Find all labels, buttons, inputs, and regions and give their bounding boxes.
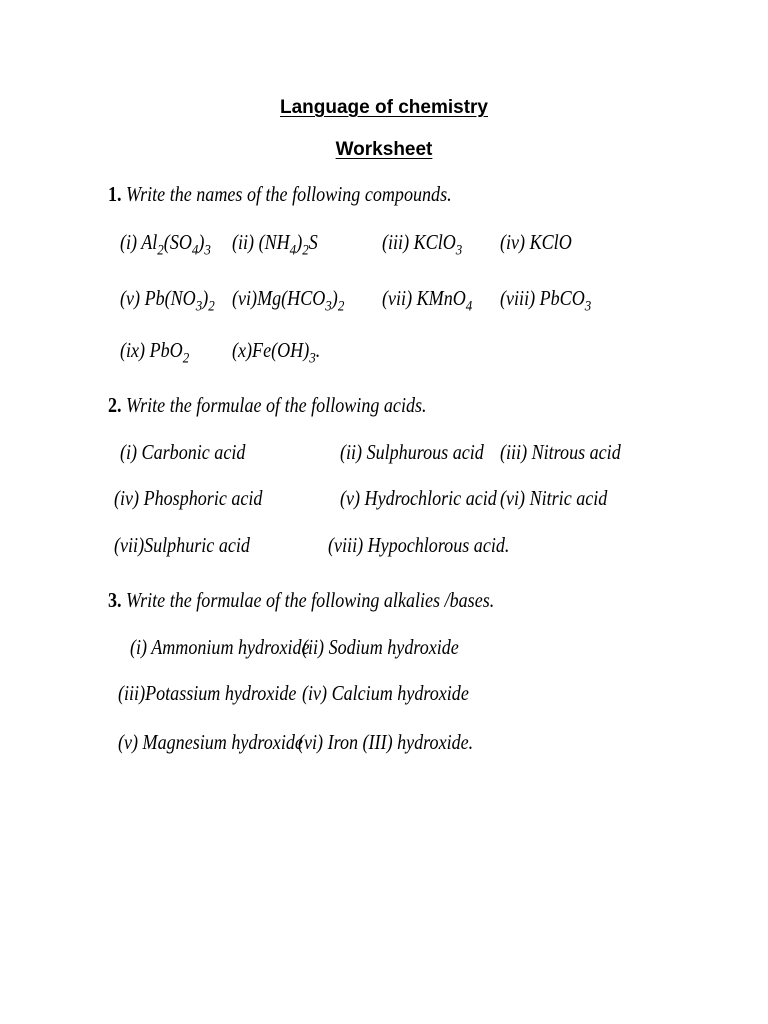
chemical-formula: PbO$_2$ bbox=[149, 338, 190, 367]
q3-item: (ii) Sodium hydroxide bbox=[302, 635, 459, 659]
question-number: 3. bbox=[108, 588, 122, 612]
q3-item: (v) Magnesium hydroxide bbox=[118, 730, 303, 754]
q2-item: (vii)Sulphuric acid bbox=[114, 533, 250, 557]
q2-item: (i) Carbonic acid bbox=[120, 440, 246, 464]
q2-item: (iv) Phosphoric acid bbox=[114, 486, 263, 510]
q1-item: (iv) KClO bbox=[500, 230, 572, 254]
question-3 bbox=[108, 588, 494, 613]
q1-item: $(vi)Mg(HCO_3)_2$ bbox=[232, 286, 345, 315]
page-title: Language of chemistry bbox=[280, 97, 488, 118]
q1-item: (iii) KClO$_3$ bbox=[382, 230, 463, 259]
chemical-formula: $(NH_4)_2S$ bbox=[258, 230, 318, 259]
page-subtitle: Worksheet bbox=[335, 139, 433, 160]
q2-item: (iii) Nitrous acid bbox=[500, 440, 621, 464]
q2-item: (viii) Hypochlorous acid. bbox=[328, 533, 510, 557]
q3-item: (vi) Iron (III) hydroxide. bbox=[298, 730, 474, 754]
question-prompt: Write the formulae of the following acids. bbox=[126, 393, 427, 417]
q1-item: (vii) KMnO$_4$ bbox=[382, 286, 473, 315]
q1-item: (viii) PbCO$_3$ bbox=[500, 286, 592, 315]
q2-item: (vi) Nitric acid bbox=[500, 486, 608, 510]
question-1 bbox=[108, 182, 452, 207]
chemical-formula: KClO$_3$ bbox=[413, 230, 463, 259]
question-2 bbox=[108, 393, 427, 418]
question-number: 2. bbox=[108, 393, 122, 417]
q1-item: (ii) $(NH_4)_2S$ bbox=[232, 230, 318, 259]
q2-item: (v) Hydrochloric acid bbox=[340, 486, 497, 510]
chemical-formula: $Mg(HCO_3)_2$ bbox=[257, 286, 345, 315]
q3-item: (iv) Calcium hydroxide bbox=[302, 681, 469, 705]
question-number: 1. bbox=[108, 182, 122, 206]
chemical-formula: KClO bbox=[529, 230, 572, 254]
question-prompt: Write the names of the following compounds. bbox=[126, 182, 452, 206]
chemical-formula: $Pb(NO_3)_2$ bbox=[144, 286, 215, 315]
q1-item: (i) $Al_2(SO_4)_3$ bbox=[120, 230, 211, 259]
chemical-formula: KMnO$_4$ bbox=[416, 286, 473, 315]
chemical-formula: $Al_2(SO_4)_3$ bbox=[141, 230, 211, 259]
chemical-formula: $Fe(OH)_3$. bbox=[252, 338, 321, 367]
q1-item: $(x)Fe(OH)_3$. bbox=[232, 338, 321, 367]
q1-item: (ix) PbO$_2$ bbox=[120, 338, 190, 367]
chemical-formula: PbCO$_3$ bbox=[539, 286, 592, 315]
q1-item: (v) $Pb(NO_3)_2$ bbox=[120, 286, 215, 315]
q3-item: (iii)Potassium hydroxide bbox=[118, 681, 297, 705]
question-prompt: Write the formulae of the following alkalies /bases. bbox=[126, 588, 495, 612]
q2-item: (ii) Sulphurous acid bbox=[340, 440, 484, 464]
q3-item: (i) Ammonium hydroxide bbox=[130, 635, 310, 659]
